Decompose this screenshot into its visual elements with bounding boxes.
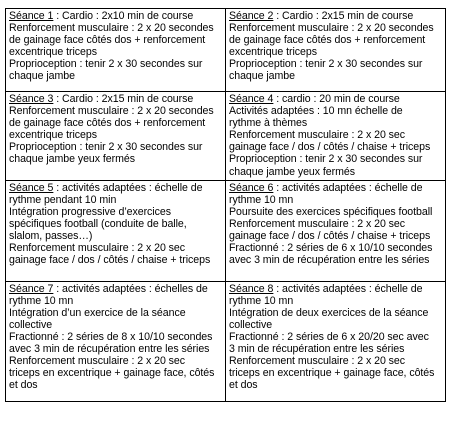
table-row <box>6 180 446 281</box>
session-heading-text: : Cardio : 2x15 min de course <box>273 10 414 22</box>
training-sessions-table <box>5 8 446 402</box>
session-line: chaque jambe <box>229 70 295 83</box>
session-title: Séance 8 <box>229 282 274 295</box>
session-line: rythme 10 mn <box>229 294 294 307</box>
session-heading <box>9 283 222 295</box>
session-heading-text: : Cardio : 2x15 min de course <box>53 93 194 105</box>
session-line: Renforcement musculaire : 2 x 20 secondes <box>229 22 434 35</box>
session-line: triceps en excentrique + gainage face, côtés <box>229 367 435 380</box>
session-line: gainage face / dos / côtés / chaise + triceps <box>229 141 431 154</box>
session-heading <box>9 10 222 22</box>
session-line: Renforcement musculaire : 2 x 20 secondes <box>9 105 214 118</box>
session-title: Séance 4 <box>229 93 274 105</box>
session-line: et dos <box>9 379 38 392</box>
session-line: rythme pendant 10 min <box>9 193 117 206</box>
session-line: de gainage face côtés dos + renforcement <box>229 34 426 47</box>
session-heading <box>229 10 442 22</box>
session-title: Séance 5 <box>9 181 54 194</box>
session-line: chaque jambe yeux fermés <box>9 153 135 166</box>
session-line: rythme 10 mn <box>229 193 294 206</box>
session-line: Fractionné : 2 séries de 6 x 20/20 sec avec <box>229 331 429 344</box>
session-line: Proprioception : tenir 2 x 30 secondes sur <box>229 58 423 71</box>
session-line: Intégration d’un exercice de la séance <box>9 306 186 319</box>
session-heading <box>9 182 222 194</box>
session-cell-3 <box>6 92 226 181</box>
session-cell-7 <box>6 281 226 401</box>
session-line: Intégration progressive d’exercices <box>9 205 171 218</box>
session-line: Proprioception : tenir 2 x 30 secondes sur <box>9 58 203 71</box>
session-line: spécifiques football (conduite de balle, <box>9 217 187 230</box>
session-line: rythme à thèmes <box>229 117 308 130</box>
session-line: Proprioception : tenir 2 x 30 secondes sur <box>9 141 203 154</box>
session-line: excentrique triceps <box>229 46 317 59</box>
session-heading-text: : activités adaptées : échelles de <box>53 282 208 295</box>
session-heading-text: : cardio : 20 min de course <box>273 93 400 105</box>
session-heading-text: : Cardio : 2x10 min de course <box>53 10 194 22</box>
session-line: Activités adaptées : 10 mn échelle de <box>229 105 403 118</box>
session-heading-text: : activités adaptées : échelle de <box>273 181 423 194</box>
session-line: de gainage face côtés dos + renforcement <box>9 34 206 47</box>
session-line: gainage face / dos / côtés / chaise + triceps <box>9 254 211 267</box>
session-heading <box>9 93 222 105</box>
session-line: Intégration de deux exercices de la séance <box>229 306 429 319</box>
session-line: Renforcement musculaire : 2 x 20 sec <box>9 242 186 255</box>
session-line: collective <box>229 318 273 331</box>
session-line: chaque jambe <box>9 70 75 83</box>
session-line: Poursuite des exercices spécifiques football <box>229 205 433 218</box>
session-line: excentrique triceps <box>9 46 97 59</box>
session-line: Fractionné : 2 séries de 6 x 10/10 secondes <box>229 242 433 255</box>
session-cell-4 <box>226 92 446 181</box>
session-line: Proprioception : tenir 2 x 30 secondes sur <box>229 153 423 166</box>
session-line: de gainage face côtés dos + renforcement <box>9 117 206 130</box>
table-row <box>6 92 446 181</box>
session-heading <box>229 182 442 194</box>
session-heading <box>229 93 442 105</box>
session-title: Séance 6 <box>229 181 274 194</box>
session-line: et dos <box>229 379 258 392</box>
session-heading <box>229 283 442 295</box>
session-line: slalom, passes…) <box>9 230 93 243</box>
session-heading-text: : activités adaptées : échelle de <box>273 282 423 295</box>
session-line: collective <box>9 318 53 331</box>
session-line: rythme 10 mn <box>9 294 74 307</box>
session-line: gainage face / dos / côtés / chaise + triceps <box>229 230 431 243</box>
session-line: avec 3 min de récupération entre les séries <box>9 343 210 356</box>
session-heading-text: : activités adaptées : échelle de <box>53 181 203 194</box>
session-line: Renforcement musculaire : 2 x 20 sec <box>229 355 406 368</box>
session-line: Renforcement musculaire : 2 x 20 sec <box>229 129 406 142</box>
session-line: triceps en excentrique + gainage face, côtés <box>9 367 215 380</box>
session-line: Fractionné : 2 séries de 8 x 10/10 secondes <box>9 331 213 344</box>
session-line: chaque jambe yeux fermés <box>229 165 355 178</box>
session-cell-8 <box>226 281 446 401</box>
session-line: 3 min de récupération entre les séries <box>229 343 405 356</box>
session-title: Séance 2 <box>229 10 274 22</box>
session-line: avec 3 min de récupération entre les séries <box>229 254 430 267</box>
session-title: Séance 3 <box>9 93 54 105</box>
session-cell-6 <box>226 180 446 281</box>
session-line: Renforcement musculaire : 2 x 20 sec <box>9 355 186 368</box>
session-cell-5 <box>6 180 226 281</box>
table-row <box>6 281 446 401</box>
session-cell-1 <box>6 9 226 92</box>
session-cell-2 <box>226 9 446 92</box>
session-line: excentrique triceps <box>9 129 97 142</box>
table-row <box>6 9 446 92</box>
session-title: Séance 1 <box>9 10 54 22</box>
session-title: Séance 7 <box>9 282 54 295</box>
session-line: Renforcement musculaire : 2 x 20 secondes <box>9 22 214 35</box>
session-line: Renforcement musculaire : 2 x 20 sec <box>229 217 406 230</box>
